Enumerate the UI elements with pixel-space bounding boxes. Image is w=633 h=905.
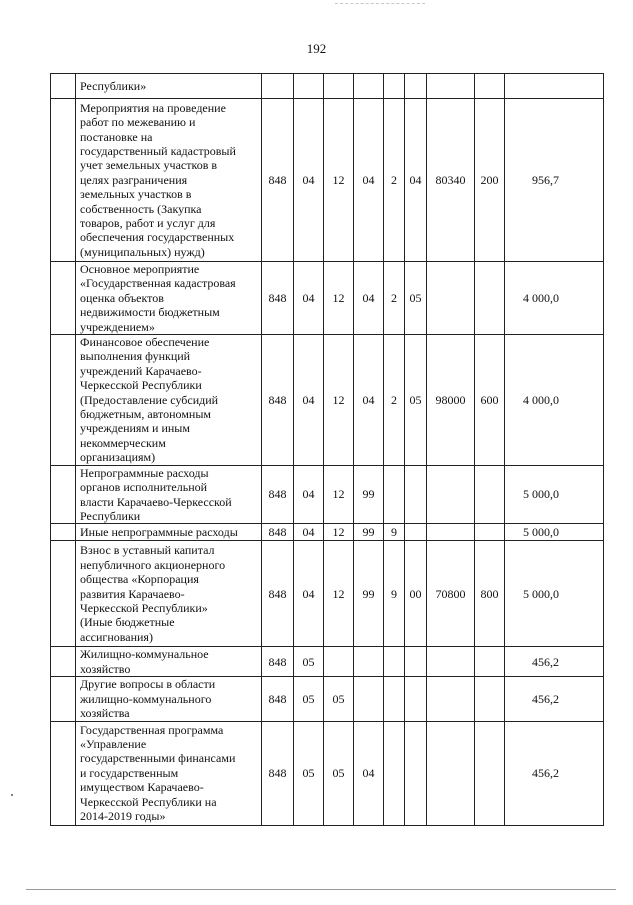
expense-type-cell bbox=[475, 524, 505, 541]
blank-margin-cell bbox=[51, 465, 76, 524]
amount-cell bbox=[505, 74, 604, 99]
expense-type-cell bbox=[475, 262, 505, 335]
description-cell: Взнос в уставный капитал непубличного акционерного общества «Корпорация развития Карачаево- Черкесской Республики» (Иные бюджетные ассигнования) bbox=[76, 541, 262, 647]
program-code-cell: 04 bbox=[354, 99, 384, 262]
table-row bbox=[51, 335, 604, 466]
table-row bbox=[51, 262, 604, 335]
section-code-cell: 05 bbox=[294, 721, 324, 825]
section-code-cell bbox=[294, 74, 324, 99]
ministry-code-cell: 848 bbox=[262, 524, 294, 541]
subsection-code-cell bbox=[324, 74, 354, 99]
table-row bbox=[51, 465, 604, 524]
event-code-cell bbox=[405, 74, 427, 99]
subsection-code-cell: 12 bbox=[324, 99, 354, 262]
direction-code-cell: 70800 bbox=[427, 541, 475, 647]
description-cell: Государственная программа «Управление государственными финансами и государственным имуществом Карачаево- Черкесской Республики на 2014-2019 годы» bbox=[76, 721, 262, 825]
event-code-cell bbox=[405, 465, 427, 524]
expense-type-cell bbox=[475, 721, 505, 825]
blank-margin-cell bbox=[51, 524, 76, 541]
event-code-cell: 04 bbox=[405, 99, 427, 262]
subprogram-code-cell: 2 bbox=[384, 99, 405, 262]
blank-margin-cell bbox=[51, 677, 76, 721]
section-code-cell: 05 bbox=[294, 647, 324, 677]
scan-artifact-top bbox=[335, 3, 425, 4]
table-row bbox=[51, 541, 604, 647]
amount-cell: 456,2 bbox=[505, 721, 604, 825]
page-number: 192 bbox=[306, 41, 327, 56]
event-code-cell bbox=[405, 721, 427, 825]
direction-code-cell bbox=[427, 721, 475, 825]
description-cell: Жилищно-коммунальное хозяйство bbox=[76, 647, 262, 677]
subsection-code-cell: 05 bbox=[324, 677, 354, 721]
blank-margin-cell bbox=[51, 262, 76, 335]
blank-margin-cell bbox=[51, 335, 76, 466]
table-row bbox=[51, 677, 604, 721]
event-code-cell: 05 bbox=[405, 335, 427, 466]
description-cell: Иные непрограммные расходы bbox=[76, 524, 262, 541]
section-code-cell: 04 bbox=[294, 541, 324, 647]
program-code-cell bbox=[354, 647, 384, 677]
program-code-cell: 99 bbox=[354, 465, 384, 524]
program-code-cell: 04 bbox=[354, 335, 384, 466]
blank-margin-cell bbox=[51, 541, 76, 647]
amount-cell: 4 000,0 bbox=[505, 262, 604, 335]
bottom-rule bbox=[26, 889, 616, 890]
expense-type-cell: 600 bbox=[475, 335, 505, 466]
section-code-cell: 04 bbox=[294, 99, 324, 262]
ministry-code-cell: 848 bbox=[262, 465, 294, 524]
direction-code-cell: 98000 bbox=[427, 335, 475, 466]
subsection-code-cell: 12 bbox=[324, 541, 354, 647]
table-row bbox=[51, 74, 604, 99]
section-code-cell: 04 bbox=[294, 465, 324, 524]
subsection-code-cell: 12 bbox=[324, 335, 354, 466]
subprogram-code-cell: 2 bbox=[384, 335, 405, 466]
subsection-code-cell: 12 bbox=[324, 465, 354, 524]
ministry-code-cell: 848 bbox=[262, 541, 294, 647]
ministry-code-cell: 848 bbox=[262, 647, 294, 677]
event-code-cell: 00 bbox=[405, 541, 427, 647]
description-cell: Финансовое обеспечение выполнения функций учреждений Карачаево- Черкесской Республики (Предоставление субсидий бюджетным, автономным учреждениям и иным некоммерческим организациям) bbox=[76, 335, 262, 466]
program-code-cell: 04 bbox=[354, 721, 384, 825]
section-code-cell: 04 bbox=[294, 262, 324, 335]
event-code-cell: 05 bbox=[405, 262, 427, 335]
program-code-cell bbox=[354, 677, 384, 721]
section-code-cell: 05 bbox=[294, 677, 324, 721]
blank-margin-cell bbox=[51, 721, 76, 825]
expense-type-cell: 800 bbox=[475, 541, 505, 647]
section-code-cell: 04 bbox=[294, 335, 324, 466]
amount-cell: 956,7 bbox=[505, 99, 604, 262]
scan-artifact-dot bbox=[11, 794, 13, 796]
subsection-code-cell: 12 bbox=[324, 262, 354, 335]
subprogram-code-cell: 9 bbox=[384, 524, 405, 541]
amount-cell: 5 000,0 bbox=[505, 524, 604, 541]
direction-code-cell: 80340 bbox=[427, 99, 475, 262]
description-cell: Непрограммные расходы органов исполнительной власти Карачаево-Черкесской Республики bbox=[76, 465, 262, 524]
ministry-code-cell: 848 bbox=[262, 721, 294, 825]
description-cell: Другие вопросы в области жилищно-коммунального хозяйства bbox=[76, 677, 262, 721]
ministry-code-cell bbox=[262, 74, 294, 99]
direction-code-cell bbox=[427, 74, 475, 99]
table-row bbox=[51, 721, 604, 825]
program-code-cell: 99 bbox=[354, 524, 384, 541]
event-code-cell bbox=[405, 677, 427, 721]
subsection-code-cell: 12 bbox=[324, 524, 354, 541]
ministry-code-cell: 848 bbox=[262, 677, 294, 721]
subprogram-code-cell bbox=[384, 721, 405, 825]
event-code-cell bbox=[405, 524, 427, 541]
description-cell: Основное мероприятие «Государственная кадастровая оценка объектов недвижимости бюджетным учреждением» bbox=[76, 262, 262, 335]
subprogram-code-cell: 2 bbox=[384, 262, 405, 335]
program-code-cell: 04 bbox=[354, 262, 384, 335]
subsection-code-cell: 05 bbox=[324, 721, 354, 825]
amount-cell: 4 000,0 bbox=[505, 335, 604, 466]
ministry-code-cell: 848 bbox=[262, 335, 294, 466]
expense-type-cell bbox=[475, 677, 505, 721]
ministry-code-cell: 848 bbox=[262, 262, 294, 335]
direction-code-cell bbox=[427, 262, 475, 335]
direction-code-cell bbox=[427, 647, 475, 677]
amount-cell: 5 000,0 bbox=[505, 465, 604, 524]
description-cell: Республики» bbox=[76, 74, 262, 99]
table-row bbox=[51, 524, 604, 541]
event-code-cell bbox=[405, 647, 427, 677]
blank-margin-cell bbox=[51, 99, 76, 262]
table-row bbox=[51, 99, 604, 262]
section-code-cell: 04 bbox=[294, 524, 324, 541]
expense-type-cell: 200 bbox=[475, 99, 505, 262]
subprogram-code-cell bbox=[384, 647, 405, 677]
subprogram-code-cell bbox=[384, 677, 405, 721]
expense-type-cell bbox=[475, 465, 505, 524]
table-row bbox=[51, 647, 604, 677]
budget-table bbox=[50, 73, 604, 826]
subsection-code-cell bbox=[324, 647, 354, 677]
direction-code-cell bbox=[427, 677, 475, 721]
program-code-cell: 99 bbox=[354, 541, 384, 647]
direction-code-cell bbox=[427, 465, 475, 524]
subprogram-code-cell: 9 bbox=[384, 541, 405, 647]
expense-type-cell bbox=[475, 647, 505, 677]
blank-margin-cell bbox=[51, 74, 76, 99]
ministry-code-cell: 848 bbox=[262, 99, 294, 262]
expense-type-cell bbox=[475, 74, 505, 99]
amount-cell: 456,2 bbox=[505, 647, 604, 677]
amount-cell: 456,2 bbox=[505, 677, 604, 721]
subprogram-code-cell bbox=[384, 74, 405, 99]
description-cell: Мероприятия на проведение работ по межеванию и постановке на государственный кадастровый учет земельных участков в целях разграничения земельных участков в собственность (Закупка товаров, работ и услуг для обеспечения государственных (муниципальных) нужд) bbox=[76, 99, 262, 262]
blank-margin-cell bbox=[51, 647, 76, 677]
amount-cell: 5 000,0 bbox=[505, 541, 604, 647]
subprogram-code-cell bbox=[384, 465, 405, 524]
direction-code-cell bbox=[427, 524, 475, 541]
program-code-cell bbox=[354, 74, 384, 99]
